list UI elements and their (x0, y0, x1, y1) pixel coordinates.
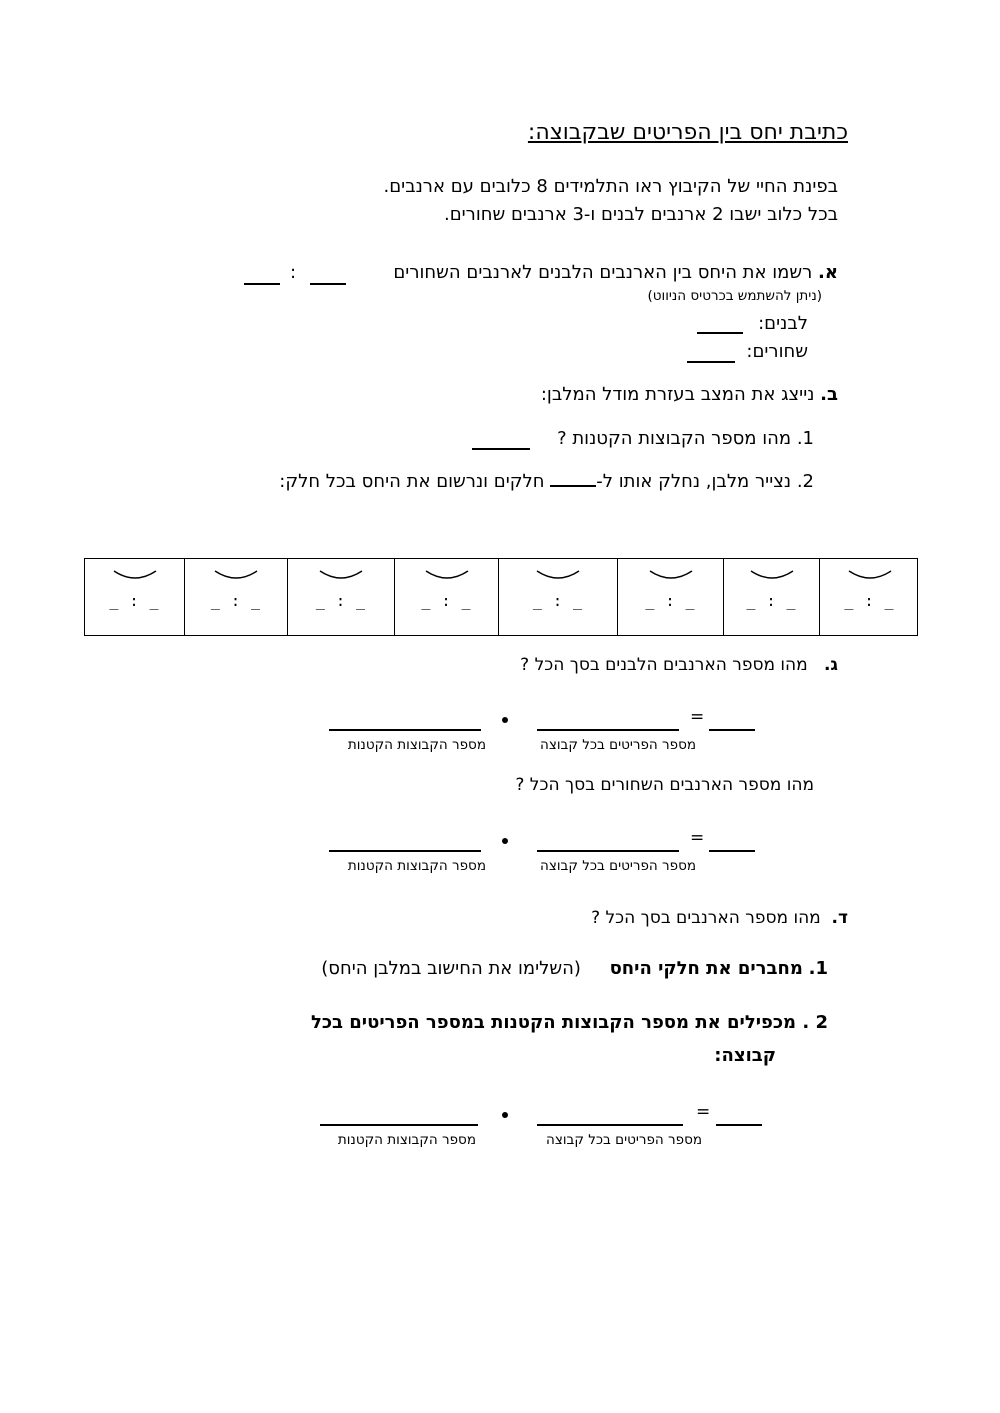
black-items-label: מספר הפריטים בכל קבוצה (540, 858, 696, 874)
section-b-q2-part1: 2. נצייר מלבן, נחלק אותו ל- (596, 471, 814, 492)
section-c-letter: ג. (823, 655, 838, 675)
ratio-blank-1[interactable] (310, 283, 346, 285)
intro-line-2: בכל כלוב ישבו 2 ארנבים לבנים ו-3 ארנבים שחורים. (443, 204, 838, 225)
black-groups-label: מספר הקבוצות הקטנות (347, 858, 486, 874)
method-2-line-1 (311, 1012, 828, 1033)
section-a-note: (ניתן להשתמש בכרטיס הניווט) (647, 288, 822, 304)
total-groups-label: מספר הקבוצות הקטנות (337, 1132, 476, 1148)
bar-cell-ratio: _ : _ (645, 592, 696, 610)
bar-cell-brace (536, 569, 580, 581)
section-d-letter: ד. (831, 908, 848, 928)
bar-cell-brace (848, 569, 892, 581)
section-d-question (591, 908, 848, 928)
section-b-text: נייצג את המצב בעזרת מודל המלבן: (540, 384, 815, 405)
total-groups-blank[interactable] (320, 1124, 478, 1126)
method-2-line-2: קבוצה: (714, 1045, 776, 1066)
section-d-text: מהו מספר הארנבים בסך הכל ? (591, 908, 821, 928)
bar-cell[interactable] (184, 559, 287, 635)
black-label: שחורים: (746, 341, 808, 362)
bar-cell[interactable] (617, 559, 723, 635)
bar-cell-brace (649, 569, 693, 581)
total-blank[interactable] (716, 1124, 762, 1126)
bar-cell-ratio: _ : _ (109, 592, 160, 610)
method-1-text: מחברים את חלקי היחס (609, 958, 803, 979)
black-multiply-dot (502, 838, 508, 844)
white-blank[interactable] (697, 332, 743, 334)
section-a-question (393, 262, 838, 283)
total-eq-sign: = (696, 1102, 711, 1122)
section-b-q2-part2: חלקים ונרשום את היחס בכל חלק: (279, 471, 545, 492)
white-total-blank[interactable] (709, 729, 755, 731)
bar-model (84, 558, 918, 636)
black-items-blank[interactable] (537, 850, 679, 852)
section-a-letter: א. (818, 262, 838, 283)
bar-cell[interactable] (723, 559, 819, 635)
section-c-question-black: מהו מספר הארנבים השחורים בסך הכל ? (515, 775, 814, 795)
ratio-colon: : (290, 262, 297, 283)
bar-cell-brace (750, 569, 794, 581)
total-multiply-dot (502, 1112, 508, 1118)
section-b-letter: ב. (820, 384, 838, 405)
section-c-white-text: מהו מספר הארנבים הלבנים בסך הכל ? (520, 655, 808, 675)
bar-cell[interactable] (394, 559, 498, 635)
bar-cell[interactable] (287, 559, 394, 635)
white-label: לבנים: (758, 313, 808, 334)
bar-cell-ratio: _ : _ (746, 592, 797, 610)
white-groups-label: מספר הקבוצות הקטנות (347, 737, 486, 753)
black-eq-sign: = (690, 828, 705, 848)
white-items-blank[interactable] (537, 729, 679, 731)
method-1 (321, 958, 828, 979)
intro-line-1: בפינת החיי של הקיבוץ ראו התלמידים 8 כלובים עם ארנבים. (383, 176, 838, 197)
bar-cell-brace (425, 569, 469, 581)
bar-cell[interactable] (819, 559, 919, 635)
black-total-blank[interactable] (709, 850, 755, 852)
section-b-heading (541, 384, 838, 405)
total-items-blank[interactable] (537, 1124, 683, 1126)
bar-cell[interactable] (85, 559, 184, 635)
bar-cell-brace (214, 569, 258, 581)
white-multiply-dot (502, 717, 508, 723)
parts-count-blank[interactable] (550, 485, 596, 487)
ratio-blank-2[interactable] (244, 283, 280, 285)
section-b-q1: 1. מהו מספר הקבוצות הקטנות ? (557, 428, 814, 449)
bar-cell-brace (319, 569, 363, 581)
white-items-label: מספר הפריטים בכל קבוצה (540, 737, 696, 753)
bar-cell[interactable] (498, 559, 617, 635)
method-1-num: 1. (808, 958, 828, 979)
method-1-note: (השלימו את החישוב במלבן היחס) (321, 958, 581, 979)
method-2-text: מכפילים את מספר הקבוצות הקטנות במספר הפריטים בכל (310, 1012, 797, 1033)
total-items-label: מספר הפריטים בכל קבוצה (546, 1132, 702, 1148)
groups-count-blank[interactable] (472, 448, 530, 450)
white-eq-sign: = (690, 707, 705, 727)
section-b-q2 (279, 471, 814, 492)
bar-cell-ratio: _ : _ (210, 592, 262, 610)
bar-cell-ratio: _ : _ (844, 592, 895, 610)
page-title: כתיבת יחס בין הפריטים שבקבוצה: (527, 120, 848, 145)
black-blank[interactable] (687, 361, 735, 363)
white-groups-blank[interactable] (329, 729, 481, 731)
bar-cell-ratio: _ : _ (315, 592, 367, 610)
bar-cell-ratio: _ : _ (532, 592, 584, 610)
bar-cell-ratio: _ : _ (421, 592, 472, 610)
method-2-num: 2 . (802, 1012, 828, 1033)
black-groups-blank[interactable] (329, 850, 481, 852)
bar-cell-brace (113, 569, 157, 581)
section-a-text: רשמו את היחס בין הארנבים הלבנים לארנבים השחורים (393, 262, 813, 283)
section-c-question-white (520, 655, 838, 675)
